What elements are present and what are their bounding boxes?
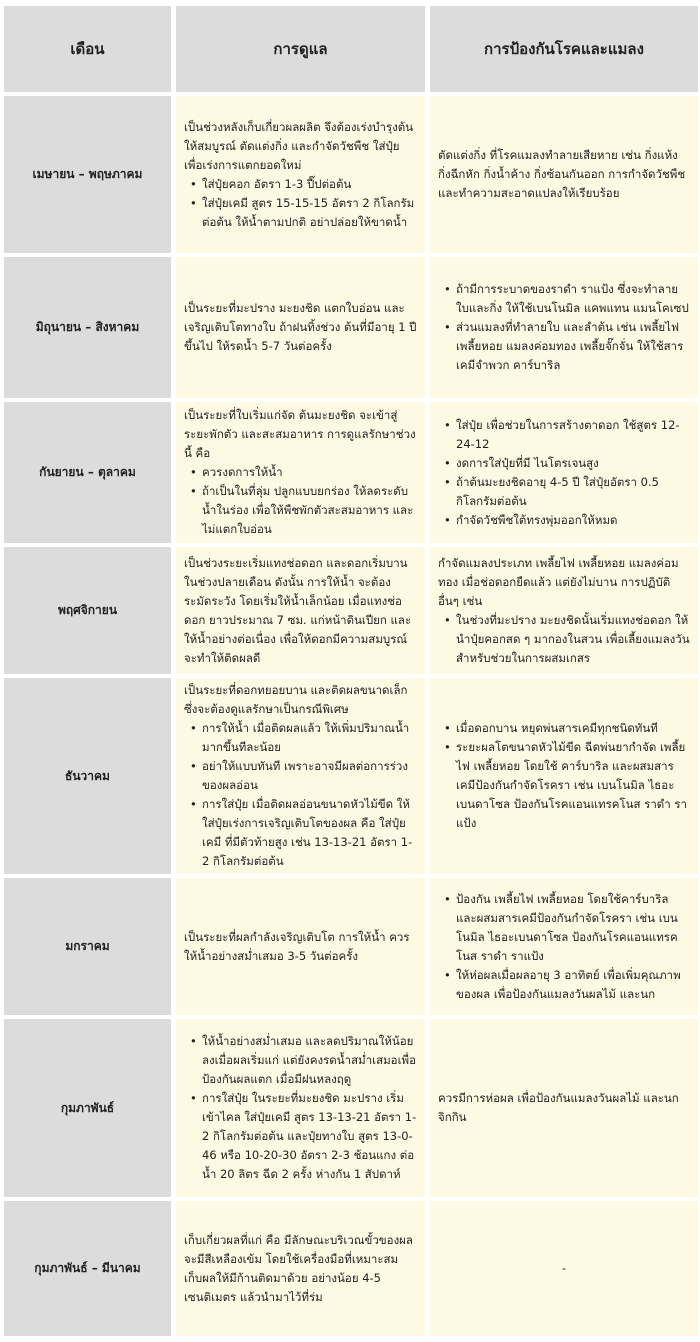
list-item: • งดการใส่ปุ๋ยที่มี ไนโตรเจนสูง (456, 454, 690, 473)
care-cell (176, 547, 425, 674)
month-label: กันยายน – ตุลาคม (39, 465, 136, 479)
care-text: เป็นระยะที่มะปราง มะยงชิด แตกใบอ่อน และเจริญเติบโตทางใบ ถ้าฝนทิ้งช่วง ต้นที่มีอายุ 1 ปีขึ้นไป ให้รดน้ำ 5-7 วันต่อครั้ง (184, 301, 417, 353)
protection-content (438, 719, 690, 833)
month-cell (4, 1201, 171, 1336)
protection-list (438, 719, 690, 833)
protection-cell (430, 678, 698, 874)
protection-text: - (561, 1261, 567, 1275)
protection-content (438, 146, 690, 203)
list-item: • ควรงดการให้น้ำ (202, 463, 417, 482)
care-content (184, 1032, 417, 1184)
care-content (184, 406, 417, 539)
protection-text: ตัดแต่งกิ่ง ที่โรคแมลงทำลายเสียหาย เช่น กิ่งแห้ง กิ่งฉีกหัก กิ่งน้ำค้าง กิ่งซ้อนกันออก การกำจัดวัชพืชและทำความสะอาดแปลงให้เรียบร้อย (438, 148, 686, 200)
month-label: กุมภาพันธ์ (60, 1100, 115, 1115)
care-calendar-table (4, 6, 696, 1336)
list-item: • ใส่ปุ๋ยเคมี สูตร 15-15-15 อัตรา 2 กิโลกรัมต่อต้น ให้น้ำตามปกติ อย่าปล่อยให้ขาดน้ำ (202, 194, 417, 232)
list-item: • เมื่อดอกบาน หยุดพ่นสารเคมีทุกชนิดทันที (456, 719, 690, 738)
protection-content (438, 280, 690, 375)
month-cell (4, 257, 171, 398)
list-item: • อย่าให้แบบทันที เพราะอาจมีผลต่อการร่วงของผลอ่อน (202, 757, 417, 795)
list-item: • ใส่ปุ๋ย เพื่อช่วยในการสร้างตาดอก ใช้สูตร 12-24-12 (456, 416, 690, 454)
care-list (184, 463, 417, 539)
list-item: • ให้น้ำอย่างสม่ำเสมอ และลดปริมาณให้น้อยลงเมื่อผลเริ่มแก่ แต่ยังคงรดน้ำสม่ำเสมอเพื่อป้องกันผลแตก เมื่อมีฝนหลงฤดู (202, 1032, 417, 1089)
month-label: พฤศจิกายน (57, 603, 118, 617)
care-content (184, 928, 417, 966)
care-list (184, 719, 417, 871)
header-month (4, 6, 171, 92)
month-label: กุมภาพันธ์ – มีนาคม (34, 1261, 141, 1275)
protection-list (438, 611, 690, 668)
list-item: • ถ้ามีการระบาดของราดำ ราแป้ง ซึ่งจะทำลายใบและกิ่ง ให้ใช้เบนโนมิล แคพแทน แมนโคเซป (456, 280, 690, 318)
list-item: • การใส่ปุ๋ย เมื่อติดผลอ่อนขนาดหัวไม้ขีด ให้ใส่ปุ๋ยเร่งการเจริญเติบโตของผล คือ ใส่ปุ๋ยเคมี ที่มีตัวท้ายสูง เช่น 13-13-21 อัตรา 1-2 กิโลกรัมต่อต้น (202, 795, 417, 871)
protection-content (438, 890, 690, 1004)
protection-cell (430, 1201, 698, 1336)
protection-cell (430, 547, 698, 674)
care-list (184, 175, 417, 232)
list-item: • ถ้าเป็นในที่ลุ่ม ปลูกแบบยกร่อง ให้ลดระดับน้ำในร่อง เพื่อให้พืชพักตัวสะสมอาหาร และไม่แตกใบอ่อน (202, 482, 417, 539)
care-text: เป็นช่วงหลังเก็บเกี่ยวผลผลิต จึงต้องเร่งบำรุงต้นให้สมบูรณ์ ตัดแต่งกิ่ง และกำจัดวัชพืช ใส่ปุ๋ยเพื่อเร่งการแตกยอดใหม่ (184, 119, 414, 172)
month-label: มกราคม (65, 939, 110, 953)
care-text: เป็นระยะที่ผลกำลังเจริญเติบโต การให้น้ำ ควรให้น้ำอย่างสม่ำเสมอ 3-5 วันต่อครั้ง (184, 929, 410, 963)
month-cell (4, 878, 171, 1015)
month-cell (4, 1019, 171, 1197)
month-cell (4, 547, 171, 674)
care-cell (176, 1201, 425, 1336)
header-care (176, 6, 425, 92)
care-cell (176, 1019, 425, 1197)
protection-list (438, 416, 690, 530)
care-cell (176, 678, 425, 874)
protection-cell (430, 96, 698, 253)
protection-content (438, 554, 690, 668)
header-protection-label: การป้องกันโรคและแมลง (484, 39, 644, 58)
care-content (184, 1231, 417, 1307)
month-cell (4, 96, 171, 253)
care-content (184, 554, 417, 668)
list-item: • การให้น้ำ เมื่อติดผลแล้ว ให้เพิ่มปริมาณน้ำมากขึ้นทีละน้อย (202, 719, 417, 757)
month-label: เมษายน – พฤษภาคม (32, 167, 143, 181)
list-item: • ถ้าต้นมะยงชิดอายุ 4-5 ปี ใส่ปุ๋ยอัตรา 0.5 กิโลกรัมต่อต้น (456, 473, 690, 511)
month-cell (4, 678, 171, 874)
care-text: เป็นระยะที่ใบเริ่มแก่จัด ต้นมะยงชิด จะเข้าสู่ ระยะพักตัว และสะสมอาหาร การดูแลรักษาช่วงนี้ คือ (184, 408, 416, 460)
care-text: เป็นระยะที่ดอกทยอยบาน และติดผลขนาดเล็ก ซึ่งจะต้องดูแลรักษาเป็นกรณีพิเศษ (184, 683, 408, 716)
header-care-label: การดูแล (273, 39, 328, 58)
list-item: • การใส่ปุ๋ย ในระยะที่มะยงชิด มะปราง เริ่มเข้าไคล ใส่ปุ๋ยเคมี สูตร 13-13-21 อัตรา 1-2 กิโลกรัมต่อต้น และปุ๋ยทางใบ สูตร 13-0-46 หรือ 10-20-30 อัตรา 2-3 ช้อนแกง ต่อน้ำ 20 ลิตร ฉีด 2 ครั้ง ห่างกัน 1 สัปดาห์ (202, 1089, 417, 1184)
header-protection (430, 6, 698, 92)
protection-content (438, 1259, 690, 1278)
protection-list (438, 890, 690, 1004)
care-list (184, 1032, 417, 1184)
care-cell (176, 878, 425, 1015)
list-item: • ส่วนแมลงที่ทำลายใบ และลำต้น เช่น เพลี้ยไฟ เพลี้ยหอย แมลงค่อมทอง เพลี้ยจั๊กจั่น ให้ใช้สารเคมีจำพวก คาร์บาริล (456, 318, 690, 375)
month-cell (4, 402, 171, 543)
list-item: • ให้ห่อผลเมื่อผลอายุ 3 อาทิตย์ เพื่อเพิ่มคุณภาพของผล เพื่อป้องกันแมลงวันผลไม้ และนก (456, 966, 690, 1004)
care-content (184, 118, 417, 232)
care-cell (176, 96, 425, 253)
protection-text: ควรมีการห่อผล เพื่อป้องกันแมลงวันผลไม้ และนกจิกกิน (438, 1091, 679, 1124)
care-cell (176, 257, 425, 398)
list-item: • กำจัดวัชพืชใต้ทรงพุ่มออกให้หมด (456, 511, 690, 530)
protection-cell (430, 1019, 698, 1197)
protection-text: กำจัดแมลงประเภท เพลี้ยไฟ เพลี้ยหอย แมลงค่อมทอง เมื่อช่อดอกยืดแล้ว แต่ยังไม่บาน การปฏิบัติอื่นๆ เช่น (438, 555, 679, 608)
protection-cell (430, 257, 698, 398)
care-text: เป็นช่วงระยะเริ่มแทงช่อดอก และดอกเริ่มบานในช่วงปลายเดือน ดังนั้น การให้น้ำ จะต้องระมัดระวัง โดยเริ่มให้น้ำเล็กน้อย เมื่อแทงช่อดอก ยาวประมาณ 7 ซม. แก่หน้าดินเปียก และให้น้ำอย่างต่อเนื่อง เพื่อให้ดอกมีความสมบูรณ์ จะทำให้ติดผลดี (184, 555, 412, 665)
care-content (184, 299, 417, 356)
protection-list (438, 280, 690, 375)
list-item: • ใส่ปุ๋ยคอก อัตรา 1-3 ปี๊ปต่อต้น (202, 175, 417, 194)
protection-cell (430, 878, 698, 1015)
care-text: เก็บเกี่ยวผลที่แก่ คือ มีลักษณะบริเวณขั้วของผล จะมีสีเหลืองเข้ม โดยใช้เครื่องมือที่เหมาะสม เก็บผลให้มีก้านติดมาด้วย อย่างน้อย 4-5 เซนติเมตร แล้วนำมาไว้ที่ร่ม (184, 1232, 413, 1304)
protection-content (438, 1089, 690, 1127)
list-item: • ในช่วงที่มะปราง มะยงชิดนั้นเริ่มแทงช่อดอก ให้นำปุ๋ยคอกสด ๆ มากองในสวน เพื่อเลี้ยงแมลงวัน สำหรับช่วยในการผสมเกสร (456, 611, 690, 668)
month-label: ธันวาคม (65, 768, 110, 783)
protection-content (438, 416, 690, 530)
header-month-label: เดือน (70, 39, 105, 58)
care-cell (176, 402, 425, 543)
care-content (184, 681, 417, 871)
month-label: มิถุนายน – สิงหาคม (35, 320, 140, 334)
protection-cell (430, 402, 698, 543)
list-item: • ป้องกัน เพลี้ยไฟ เพลี้ยหอย โดยใช้คาร์บาริล และผสมสารเคมีป้องกันกำจัดโรครา เช่น เบนโนมิล ไธอะเบนดาโซล ป้องกันโรคแอนแทรคโนส ราดำ ราแป้ง (456, 890, 690, 966)
list-item: • ระยะผลโตขนาดหัวไม้ขีด ฉีดพ่นยากำจัด เพลี้ยไฟ เพลี้ยหอย โดยใช้ คาร์บาริล และผสมสารเคมีป้องกันกำจัดโรครา เช่น เบนโนมิล ไธอะเบนดาโซล ป้องกันโรคแอนแทรคโนส ราดำ ราแป้ง (456, 738, 690, 833)
